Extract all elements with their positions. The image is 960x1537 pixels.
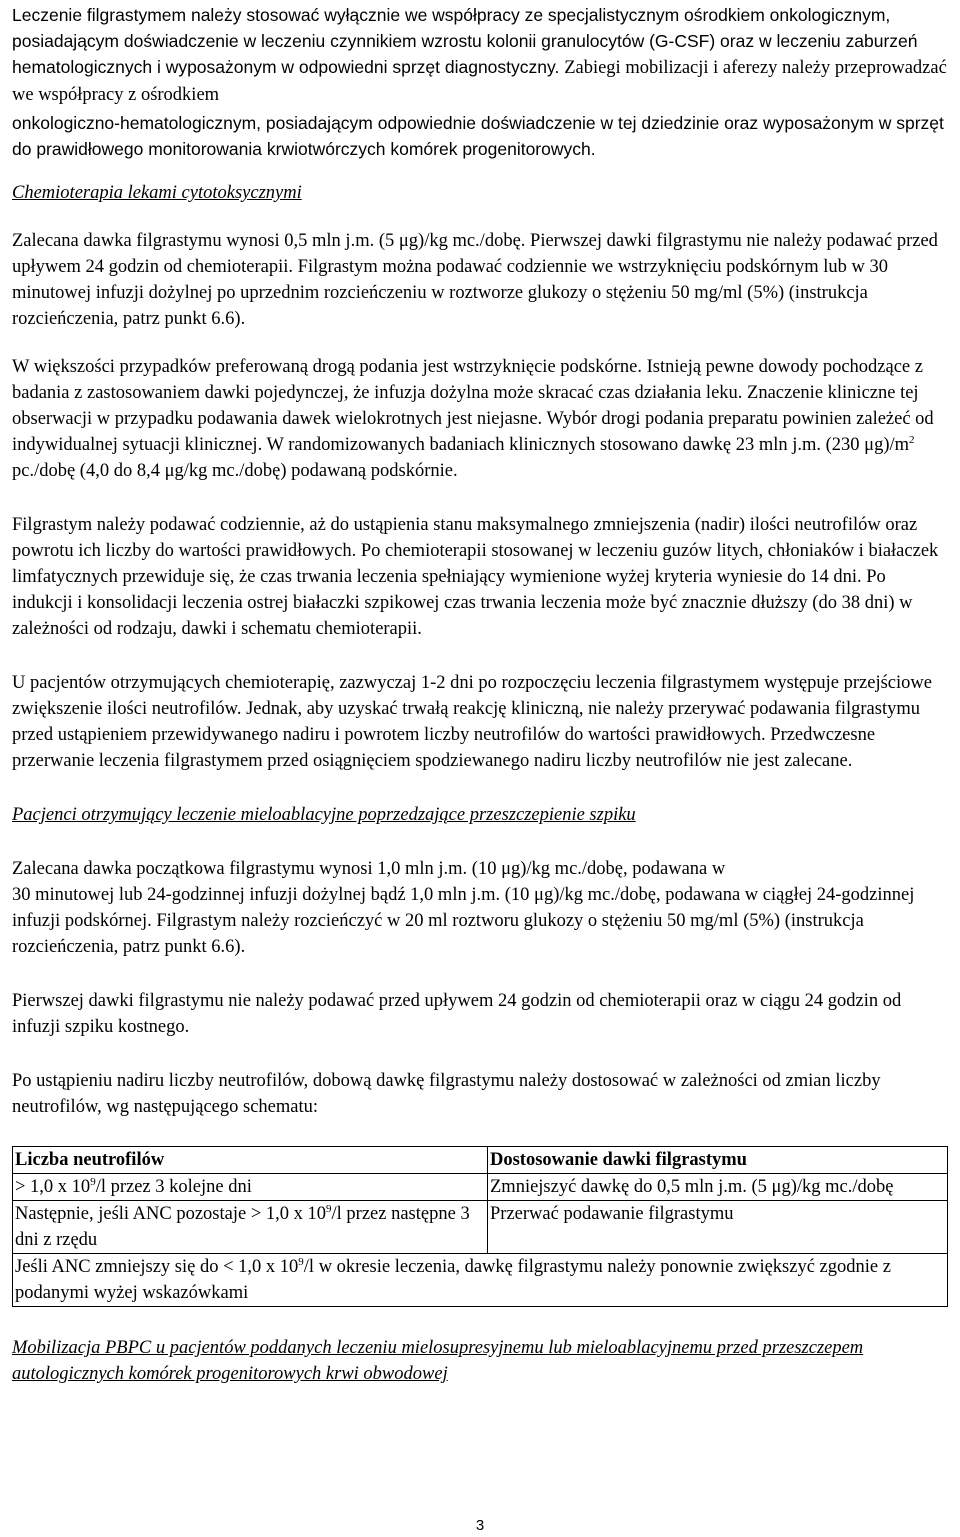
cell-text: Jeśli ANC zmniejszy się do < 1,0 x 10 [15,1257,299,1277]
paragraph-start-dose [12,856,947,960]
dose-adjustment-table [12,1146,948,1307]
section-heading-pbpc: Mobilizacja PBPC u pacjentów poddanych leczeniu mielosupresyjnemu lub mieloablacyjnemu przed przeszczepem autologicznych komórek progenitorowych krwi obwodowej [12,1338,864,1384]
paragraph-transient-increase: U pacjentów otrzymujących chemioterapię, zazwyczaj 1-2 dni po rozpoczęciu leczenia filgrastymem występuje przejściowe zwiększenie ilości neutrofilów. Jednak, aby uzyskać trwałą reakcję kliniczną, nie należy przerywać podawania filgrastymu przed ustąpieniem przewidywanego nadiru i powrotem liczby neutrofilów do wartości prawidłowych. Przedwczesne przerwanie leczenia filgrastymem przed osiągnięciem spodziewanego nadiru liczby neutrofilów nie jest zalecane. [12,673,932,771]
cell-text: /l przez 3 kolejne dni [95,1177,252,1197]
cell-text: /l w okresie leczenia, dawkę filgrastymu należy ponownie zwiększyć zgodnie z podanymi wyżej wskazówkami [15,1257,891,1303]
paragraph-text: Leczenie filgrastymem należy stosować wyłącznie we współpracy ze specjalistycznym ośrodkiem onkologicznym, posiadającym doświadczenie w leczeniu czynnikiem wzrostu kolonii granulocytów (G-CSF) oraz w leczeniu zaburzeń hematologicznych i wyposażonym w odpowiedni sprzęt diagnostyczny. [12,5,918,77]
section-heading-chemotherapy: Chemioterapia lekami cytotoksycznymi [12,183,302,203]
cell-text: /l przez następne 3 dni z rzędu [15,1204,470,1250]
paragraph-text: W większości przypadków preferowaną drogą podania jest wstrzyknięcie podskórne. Istnieją pewne dowody pochodzące z badania z zastosowaniem dawki pojedynczej, że infuzja dożylna może skracać czas działania leku. Znaczenie kliniczne tej obserwacji w przypadku podawania dawek wielokrotnych jest niejasne. Wybór drogi podania preparatu powinien zależeć od indywidualnej sytuacji klinicznej. W randomizowanych badaniach klinicznych stosowano dawkę 23 mln j.m. (230 μg)/m [12,357,934,455]
table-cell [13,1201,488,1254]
paragraph-dose-adjustment: Po ustąpieniu nadiru liczby neutrofilów, dobową dawkę filgrastymu należy dostosować w zależności od zmian liczby neutrofilów, wg następującego schematu: [12,1071,881,1117]
cell-text: Następnie, jeśli ANC pozostaje > 1,0 x 10 [15,1204,327,1224]
paragraph-text: pc./dobę (4,0 do 8,4 μg/kg mc./dobę) podawaną podskórnie. [12,461,458,481]
paragraph-first-dose: Pierwszej dawki filgrastymu nie należy podawać przed upływem 24 godzin od chemioterapii oraz w ciągu 24 godzin od infuzji szpiku kostnego. [12,991,902,1037]
table-row [13,1174,948,1201]
table-header-neutrophil-count: Liczba neutrofilów [13,1147,488,1174]
table-header-dose-adjustment: Dostosowanie dawki filgrastymu [488,1147,948,1174]
section-heading-myeloablative: Pacjenci otrzymujący leczenie mieloablacyjne poprzedzające przeszczepienie szpiku [12,805,636,825]
table-row [13,1201,948,1254]
paragraph-duration: Filgrastym należy podawać codziennie, aż do ustąpienia stanu maksymalnego zmniejszenia (nadir) ilości neutrofilów oraz powrotu ich liczby do wartości prawidłowych. Po chemioterapii stosowanej w leczeniu guzów litych, chłoniaków i białaczek limfatycznych przewiduje się, że czas trwania leczenia spełniający wymienione wyżej kryteria wyniesie do 14 dni. Po indukcji i konsolidacji leczenia ostrej białaczki szpikowej czas trwania leczenia może być znacznie dłuższy (do 38 dni) w zależności od rodzaju, dawki i schematu chemioterapii. [12,515,939,639]
superscript: 2 [909,433,915,446]
paragraph-text: Zabiegi mobilizacji i aferezy należy przeprowadzać we współpracy z ośrodkiem [12,58,947,105]
superscript: 9 [298,1255,304,1268]
paragraph-route [12,354,947,484]
table-cell [13,1174,488,1201]
superscript: 9 [326,1202,332,1215]
paragraph-dose: Zalecana dawka filgrastymu wynosi 0,5 mln j.m. (5 μg)/kg mc./dobę. Pierwszej dawki filgrastymu nie należy podawać przed upływem 24 godzin od chemioterapii. Filgrastym można podawać codziennie we wstrzyknięciu podskórnym lub w 30 minutowej infuzji dożylnej po uprzednim rozcieńczeniu w roztworze glukozy o stężeniu 50 mg/ml (5%) (instrukcja rozcieńczenia, patrz punkt 6.6). [12,231,938,329]
superscript: 9 [90,1175,96,1188]
page-number: 3 [475,1517,485,1534]
table-cell: Zmniejszyć dawkę do 0,5 mln j.m. (5 μg)/kg mc./dobę [488,1174,948,1201]
table-cell [13,1254,948,1307]
cell-text: > 1,0 x 10 [15,1177,91,1197]
paragraph-center-requirements-cont: onkologiczno-hematologicznym, posiadającym odpowiednie doświadczenie w tej dziedzinie oraz wyposażonym w sprzęt do prawidłowego monitorowania krwiotwórczych komórek progenitorowych. [12,113,944,159]
document-page [12,0,947,1387]
paragraph-text: 30 minutowej lub 24-godzinnej infuzji dożylnej bądź 1,0 mln j.m. (10 μg)/kg mc./dobę, podawana w ciągłej 24-godzinnej infuzji podskórnej. Filgrastym należy rozcieńczyć w 20 ml roztworu glukozy o stężeniu 50 mg/ml (5%) (instrukcja rozcieńczenia, patrz punkt 6.6). [12,885,915,957]
table-row [13,1254,948,1307]
table-cell: Przerwać podawanie filgrastymu [488,1201,948,1254]
paragraph-center-requirements [12,0,947,108]
table-header-row [13,1147,948,1174]
paragraph-text: Zalecana dawka początkowa filgrastymu wynosi 1,0 mln j.m. (10 μg)/kg mc./dobę, podawana w [12,859,726,879]
